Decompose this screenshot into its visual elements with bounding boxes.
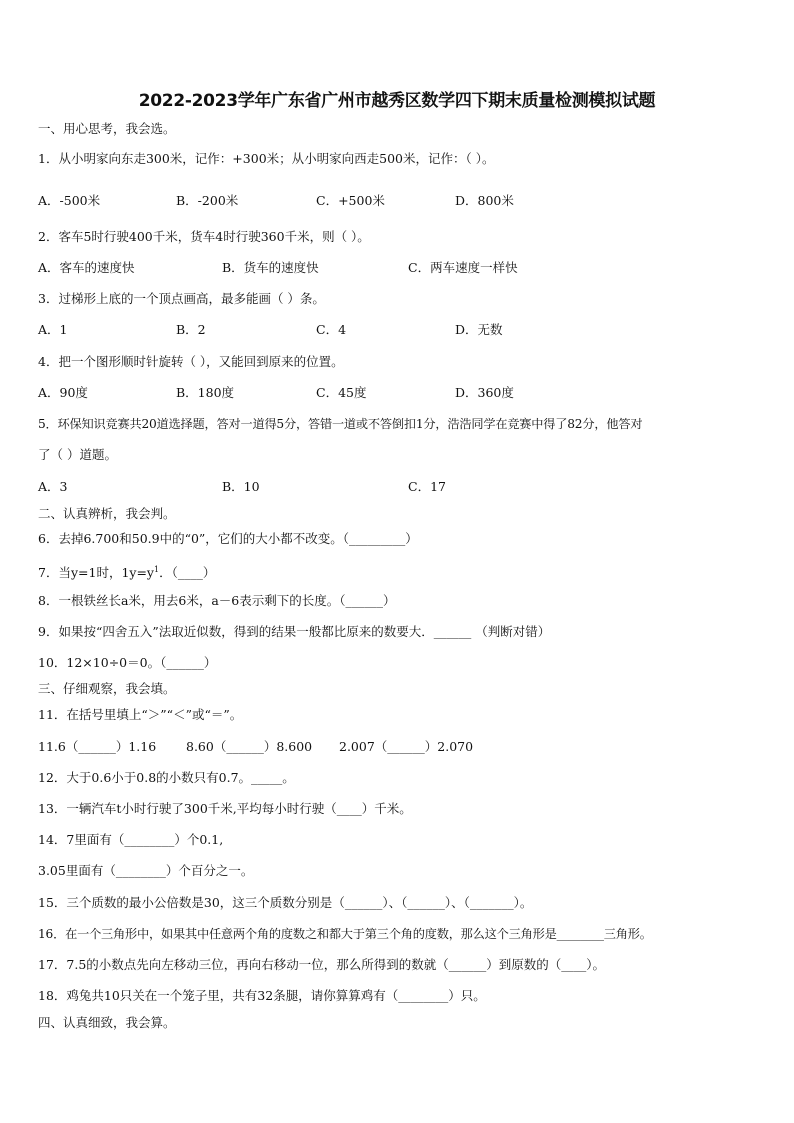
question-11-stem: 11．在括号里填上“＞”“＜”或“＝”。 bbox=[38, 707, 243, 722]
question-2-option-a: A．客车的速度快 bbox=[38, 260, 135, 275]
question-14-line-1: 14．7里面有（________）个0.1, bbox=[38, 832, 224, 847]
question-10: 10．12×10÷0＝0。（______） bbox=[38, 655, 217, 670]
question-3-option-c: C．4 bbox=[316, 322, 347, 337]
question-3-option-a: A．1 bbox=[38, 322, 68, 337]
question-4-option-b: B．180度 bbox=[176, 385, 235, 400]
section-heading-4: 四、认真细致，我会算。 bbox=[38, 1015, 176, 1030]
question-5-option-b: B．10 bbox=[222, 479, 260, 494]
question-1-option-d: D．800米 bbox=[455, 193, 514, 208]
question-1-option-b: B．-200米 bbox=[176, 193, 239, 208]
question-1-option-c: C．+500米 bbox=[316, 193, 385, 208]
question-13: 13．一辆汽车t小时行驶了300千米,平均每小时行驶（____）千米。 bbox=[38, 801, 412, 816]
question-9: 9．如果按“四舍五入”法取近似数，得到的结果一般都比原来的数要大．______ （判断对错） bbox=[38, 624, 551, 639]
question-11-comparison-2: 8.60（______）8.600 bbox=[186, 739, 313, 754]
question-6: 6．去掉6.700和50.9中的“0”，它们的大小都不改变。（_________） bbox=[38, 531, 418, 546]
question-5-option-a: A．3 bbox=[38, 479, 68, 494]
question-7-blank: ．（____） bbox=[159, 565, 216, 581]
question-8: 8．一根铁丝长a米，用去6米，a－6表示剩下的长度。（______） bbox=[38, 593, 396, 608]
question-1-stem: 1．从小明家向东走300米，记作：+300米；从小明家向西走500米，记作：（ ）。 bbox=[38, 151, 495, 166]
question-7-text: 7．当y=1时，1y=y bbox=[38, 565, 154, 581]
question-2-stem: 2．客车5时行驶400千米，货车4时行驶360千米，则（ ）。 bbox=[38, 229, 370, 244]
question-3-option-b: B．2 bbox=[176, 322, 206, 337]
question-16: 16．在一个三角形中，如果其中任意两个角的度数之和都大于第三个角的度数，那么这个三角形是________三角形。 bbox=[38, 927, 652, 941]
question-7 bbox=[38, 562, 215, 581]
question-12: 12．大于0.6小于0.8的小数只有0.7。_____。 bbox=[38, 770, 295, 785]
question-17: 17．7.5的小数点先向左移动三位，再向右移动一位，那么所得到的数就（______）到原数的（____）。 bbox=[38, 957, 606, 972]
question-15: 15．三个质数的最小公倍数是30，这三个质数分别是（______）、（______）、（_______）。 bbox=[38, 895, 533, 910]
question-4-stem: 4．把一个图形顺时针旋转（ ），又能回到原来的位置。 bbox=[38, 354, 344, 369]
question-14-line-2: 3.05里面有（________）个百分之一。 bbox=[38, 863, 254, 878]
question-4-option-c: C．45度 bbox=[316, 385, 367, 400]
question-5-stem-line-2: 了（ ）道题。 bbox=[38, 447, 117, 462]
question-3-option-d: D．无数 bbox=[455, 322, 503, 337]
question-4-option-d: D．360度 bbox=[455, 385, 514, 400]
question-4-option-a: A．90度 bbox=[38, 385, 88, 400]
question-2-option-b: B．货车的速度快 bbox=[222, 260, 319, 275]
question-1-option-a: A．-500米 bbox=[38, 193, 101, 208]
question-3-stem: 3．过梯形上底的一个顶点画高，最多能画（ ）条。 bbox=[38, 291, 325, 306]
section-heading-3: 三、仔细观察，我会填。 bbox=[38, 681, 176, 696]
question-7-superscript: 1 bbox=[154, 565, 160, 574]
section-heading-1: 一、用心思考，我会选。 bbox=[38, 121, 176, 136]
question-2-option-c: C．两车速度一样快 bbox=[408, 260, 518, 275]
question-5-stem-line-1: 5．环保知识竞赛共20道选择题，答对一道得5分，答错一道或不答倒扣1分，浩浩同学在竞赛中得了82分，他答对 bbox=[38, 417, 643, 431]
question-11-comparison-1: 11.6（______）1.16 bbox=[38, 739, 157, 754]
question-11-comparison-3: 2.007（______）2.070 bbox=[339, 739, 474, 754]
question-5-option-c: C．17 bbox=[408, 479, 446, 494]
section-heading-2: 二、认真辨析，我会判。 bbox=[38, 506, 176, 521]
page-title: 2022-2023学年广东省广州市越秀区数学四下期末质量检测模拟试题 bbox=[138, 91, 656, 111]
question-18: 18．鸡兔共10只关在一个笼子里，共有32条腿，请你算算鸡有（________）只。 bbox=[38, 988, 486, 1003]
